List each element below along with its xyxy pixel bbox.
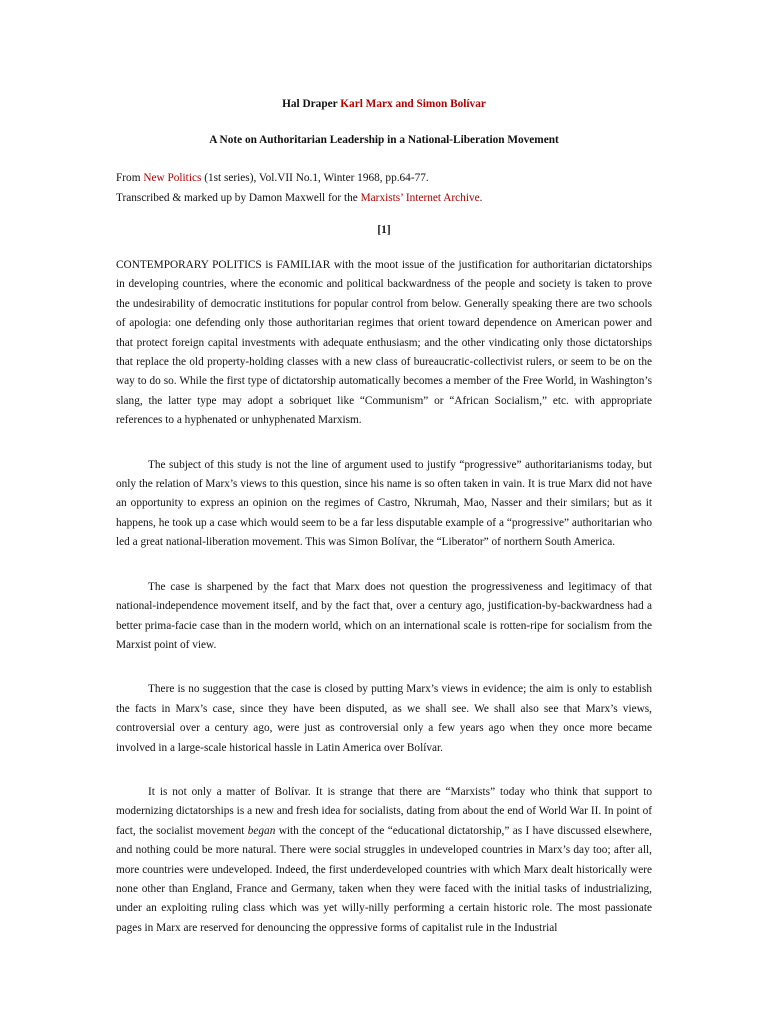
paragraph-5-part-1: It is not only a matter of Bolívar. It is strange that there are “Marxists” today who think that support to modernizing dictatorships is a new and fresh idea for socialists, dating from about the end of World War II. In point of fact, the socialist movement [116, 785, 652, 837]
title-link[interactable]: Karl Marx and Simon Bolívar [340, 98, 486, 110]
paragraph-3: The case is sharpened by the fact that Marx does not question the progressiveness and legitimacy of that national-independence movement itself, and by the fact that, over a century ago, justification-by-backwardness had a better prima-facie case than in the modern world, which on an international scale is rotten-ripe for socialism from the Marxist point of view. [116, 580, 652, 651]
paragraph-5 [116, 783, 652, 938]
archive-link[interactable]: Marxists’ Internet Archive [360, 192, 480, 204]
journal-link[interactable]: New Politics [143, 172, 202, 184]
paragraph-1: CONTEMPORARY POLITICS is FAMILIAR with the moot issue of the justification for authoritarian dictatorships in developing countries, where the economic and political backwardness of the people and society is taken to prove the undesirability of democratic institutions for popular control from below. Generally speaking there are two schools of apologia: one defending only those authoritarian regimes that orient toward dependence on American power and that protect foreign capital investments with adequate enthusiasm; and the other vindicating only those dictatorships that replace the old property-holding classes with a new class of bureaucratic-collectivist rulers, or seem to be on the way to do so. While the first type of dictatorship automatically becomes a member of the Free World, in Washington’s slang, the latter type may adopt a sobriquet like “Communism” or “African Socialism,” etc. with appropriate references to a hyphenated or unhyphenated Marxism. [116, 259, 652, 427]
source-info [116, 168, 652, 208]
publication-details: (1st series), Vol.VII No.1, Winter 1968, pp.64-77. [201, 172, 429, 184]
document-subtitle: A Note on Authoritarian Leadership in a National-Liberation Movement [209, 134, 559, 146]
transcription-line [116, 188, 652, 208]
transcription-suffix: . [479, 192, 483, 204]
publication-line [116, 168, 652, 188]
emphasis-text: began [247, 824, 276, 837]
from-prefix: From [116, 172, 144, 184]
paragraph-2: The subject of this study is not the line of argument used to justify “progressive” authoritarianisms today, but only the relation of Marx’s views to this question, since his name is so often taken in vain. It is true Marx did not have an opportunity to express an opinion on the regimes of Castro, Nkrumah, Mao, Nasser and their similars; but as it happens, he took up a case which would seem to be a far less disputable example of a “progressive” authoritarian who led a great national-liberation movement. This was Simon Bolívar, the “Liberator” of northern South America. [116, 458, 652, 549]
article-body [116, 256, 652, 938]
paragraph-5-part-2: with the concept of the “educational dictatorship,” as I have discussed elsewhere, and nothing could be more natural. There were social struggles in undeveloped countries in Marx’s day too; after all, more countries were undeveloped. Indeed, the first underdeveloped countries with which Marx dealt historically were none other than England, France and Germany, taken when they were faced with the initial tasks of industrializing, under an exploiting ruling class which was yet willy-nilly performing a certain historic role. The most passionate pages in Marx are reserved for denouncing the oppressive forms of capitalist rule in the Industrial [116, 824, 652, 934]
paragraph-4: There is no suggestion that the case is closed by putting Marx’s views in evidence; the aim is only to establish the facts in Marx’s case, since they have been disputed, as we shall see. We shall also see that Marx’s views, controversial over a century ago, were just as controversial only a few years ago when they once more became involved in a large-scale historical hassle in Latin America over Bolívar. [116, 683, 652, 754]
section-marker: [1] [377, 224, 391, 236]
transcription-text: Transcribed & marked up by Damon Maxwell for the [116, 192, 361, 204]
document-title [0, 97, 768, 111]
author-name: Hal Draper [282, 98, 338, 110]
